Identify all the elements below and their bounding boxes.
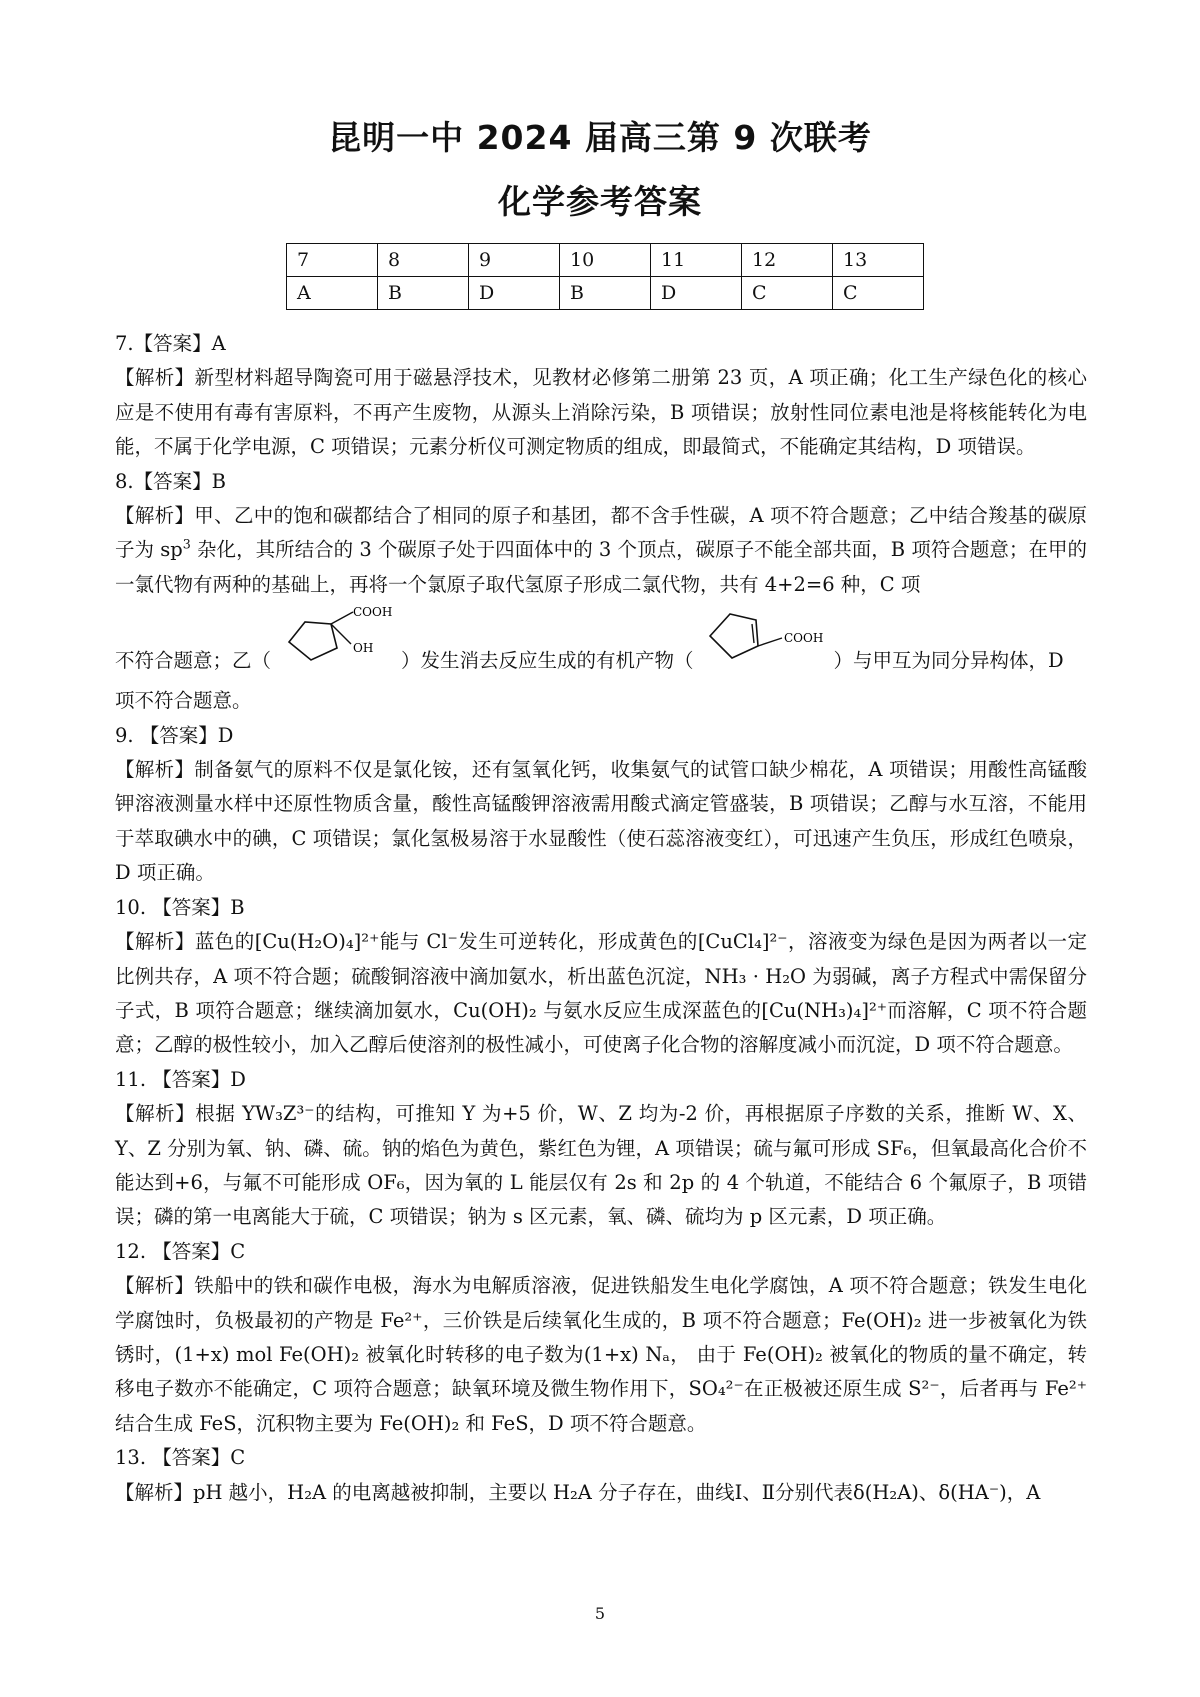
q9-explanation: 【解析】制备氨气的原料不仅是氯化铵，还有氢氧化钙，收集氨气的试管口缺少棉花，A 项错误；用酸性高锰酸钾溶液测量水样中还原性物质含量，酸性高锰酸钾溶液需用酸式滴定管盛装，B 项错误；乙醇与水互溶，不能用于萃取碘水中的碘，C 项错误；氯化氢极易溶于水显酸性（使石蕊溶液变红），可迅速产生负压，形成红色喷泉，D 项正确。: [115, 758, 1087, 885]
q11-explanation: 【解析】根据 YW₃Z³⁻的结构，可推知 Y 为+5 价，W、Z 均为-2 价，再根据原子序数的关系，推断 W、X、Y、Z 分别为氧、钠、磷、硫。钠的焰色为黄色，紫红色为锂，A 项错误；硫与氟可形成 SF₆，但氧最高化合价不能达到+6，与氟不可能形成 OF₆，因为氧的 L 能层仅有 2s 和 2p 的 4 个轨道，不能结合 6 个氟原子，B 项错误；磷的第一电离能大于硫，C 项错误；钠为 s 区元素，氧、磷、硫均为 p 区元素，D 项正确。: [115, 1102, 1087, 1229]
answer-table: [286, 243, 924, 310]
q8-structure-line: [115, 602, 1087, 684]
cooh-label: COOH: [353, 605, 393, 620]
q8-line-d: 项不符合题意。: [115, 689, 252, 713]
exam-subtitle: 化学参考答案: [498, 182, 702, 221]
page-number: 5: [594, 1604, 606, 1623]
q12-explanation: 【解析】铁船中的铁和碳作电极，海水为电解质溶液，促进铁船发生电化学腐蚀，A 项不符合题意；铁发生电化学腐蚀时，负极最初的产物是 Fe²⁺，三价铁是后续氧化生成的，B 项不符合题意；Fe(OH)₂ 进一步被氧化为铁锈时，(1+x) mol Fe(OH)₂ 被氧化时转移的电子数为(1+x) Nₐ， 由于 Fe(OH)₂ 被氧化的物质的量不确定，转移电子数亦不能确定，C 项符合题意；缺氧环境及微生物作用下，SO₄²⁻在正极被还原生成 S²⁻，后者再与 Fe²⁺结合生成 FeS，沉积物主要为 Fe(OH)₂ 和 FeS，D 项不符合题意。: [115, 1274, 1087, 1435]
table-cell: B: [560, 277, 651, 310]
table-cell: 12: [742, 244, 833, 277]
q8-line-b: ）发生消去反应生成的有机产物（: [401, 648, 694, 672]
table-cell: 9: [469, 244, 560, 277]
oh-label: OH: [353, 641, 374, 656]
answer-table-answer-row: [287, 277, 924, 310]
cooh-label: COOH: [783, 631, 823, 646]
table-cell: D: [651, 277, 742, 310]
q8-text-a: 【解析】甲、乙中的饱和碳都结合了相同的原子和基团，都不含手性碳，A 项不符合题意；乙中结合羧基的碳原子为 sp: [115, 504, 1087, 562]
table-cell: A: [287, 277, 378, 310]
table-cell: 10: [560, 244, 651, 277]
q13-answer: 13. 【答案】C: [115, 1446, 246, 1470]
q9-answer: 9. 【答案】D: [115, 723, 234, 747]
q8-text-b: 杂化，其所结合的 3 个碳原子处于四面体中的 3 个顶点，碳原子不能全部共面，B 项符合题意；在甲的一氯代物有两种的基础上，再将一个氯原子取代氢原子形成二氯代物，共有 4+2=6 种，C 项: [115, 538, 1087, 596]
q12-answer: 12. 【答案】C: [115, 1239, 246, 1263]
q11-answer: 11. 【答案】D: [115, 1067, 246, 1091]
table-cell: 11: [651, 244, 742, 277]
table-cell: C: [833, 277, 924, 310]
answer-explanations: [115, 327, 1087, 1510]
exam-title: 昆明一中 2024 届高三第 9 次联考: [328, 118, 872, 157]
q8-line-c: ）与甲互为同分异构体，D: [833, 648, 1064, 672]
q7-answer: 7.【答案】A: [115, 332, 226, 355]
table-cell: 8: [378, 244, 469, 277]
table-cell: D: [469, 277, 560, 310]
q8-line-a: 不符合题意；乙（: [115, 648, 272, 672]
cyclopentene-cooh-structure: [694, 604, 834, 678]
q8-explanation: [115, 499, 1087, 602]
q7-explanation: 【解析】新型材料超导陶瓷可用于磁悬浮技术，见教材必修第二册第 23 页，A 项正确；化工生产绿色化的核心应是不使用有毒有害原料，不再产生废物，从源头上消除污染，B 项错误；放射性同位素电池是将核能转化为电能，不属于化学电源，C 项错误；元素分析仪可测定物质的组成，即最简式，不能确定其结构，D 项错误。: [115, 366, 1087, 459]
superscript: 3: [182, 536, 191, 552]
answer-table-number-row: [287, 244, 924, 277]
table-cell: 7: [287, 244, 378, 277]
q8-answer: 8.【答案】B: [115, 469, 226, 493]
cyclopentane-cooh-oh-structure: [271, 604, 401, 678]
table-cell: C: [742, 277, 833, 310]
q10-answer: 10. 【答案】B: [115, 895, 245, 919]
table-cell: 13: [833, 244, 924, 277]
q13-explanation: 【解析】pH 越小，H₂A 的电离越被抑制，主要以 H₂A 分子存在，曲线Ⅰ、Ⅱ分别代表δ(H₂A)、δ(HA⁻)，A: [115, 1480, 1041, 1504]
q10-explanation: 【解析】蓝色的[Cu(H₂O)₄]²⁺能与 Cl⁻发生可逆转化，形成黄色的[CuCl₄]²⁻，溶液变为绿色是因为两者以一定比例共存，A 项不符合题；硫酸铜溶液中滴加氨水，析出蓝色沉淀，NH₃ · H₂O 为弱碱，离子方程式中需保留分子式，B 项符合题意；继续滴加氨水，Cu(OH)₂ 与氨水反应生成深蓝色的[Cu(NH₃)₄]²⁺而溶解，C 项不符合题意；乙醇的极性较小，加入乙醇后使溶剂的极性减小，可使离子化合物的溶解度减小而沉淀，D 项不符合题意。: [115, 930, 1087, 1057]
table-cell: B: [378, 277, 469, 310]
